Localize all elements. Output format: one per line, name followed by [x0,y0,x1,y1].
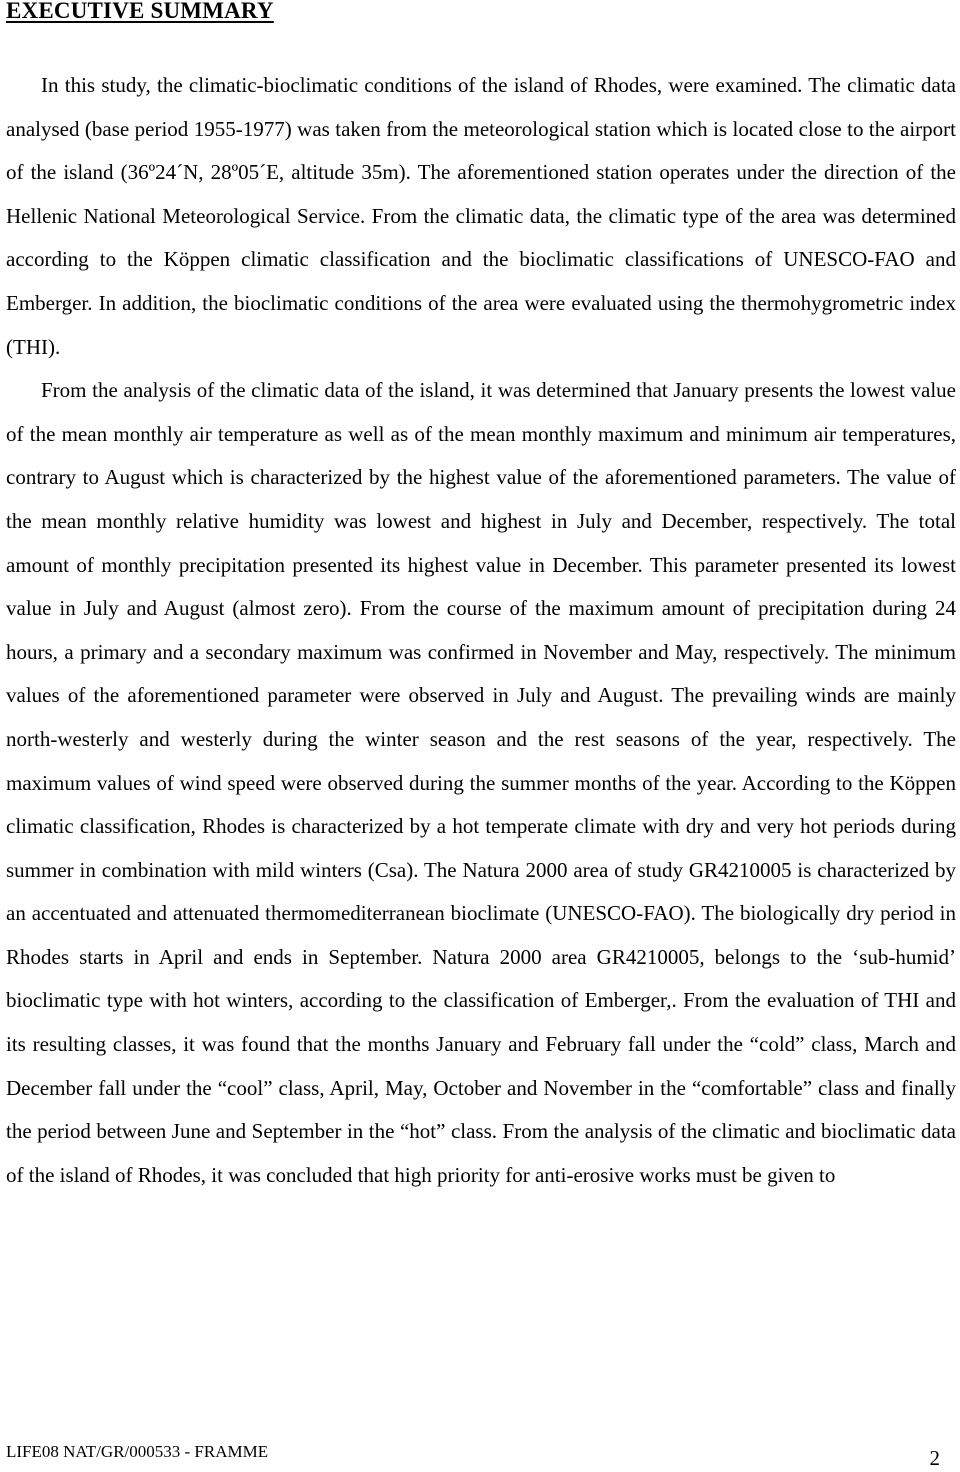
footer-project-code: LIFE08 NAT/GR/000533 - FRAMME [6,1442,269,1461]
paragraph-analysis: From the analysis of the climatic data of the island, it was determined that January presents the lowest value of the mean monthly air temperature as well as of the mean monthly maximum and minimum air temperatures, contrary to August which is characterized by the highest value of the aforementioned parameters. The value of the mean monthly relative humidity was lowest and highest in July and December, respectively. The total amount of monthly precipitation presented its highest value in December. This parameter presented its lowest value in July and August (almost zero). From the course of the maximum amount of precipitation during 24 hours, a primary and a secondary maximum was confirmed in November and May, respectively. The minimum values of the aforementioned parameter were observed in July and August. The prevailing winds are mainly north-westerly and westerly during the winter season and the rest seasons of the year, respectively. The maximum values of wind speed were observed during the summer months of the year. According to the Köppen climatic classification, Rhodes is characterized by a hot temperate climate with dry and very hot periods during summer in combination with mild winters (Csa). The Natura 2000 area of study GR4210005 is characterized by an accentuated and attenuated thermomediterranean bioclimate (UNESCO-FAO). The biologically dry period in Rhodes starts in April and ends in September. Natura 2000 area GR4210005, belongs to the ‘sub-humid’ bioclimatic type with hot winters, according to the classification of Emberger,. From the evaluation of THI and its resulting classes, it was found that the months January and February fall under the “cold” class, March and December fall under the “cool” class, April, May, October and November in the “comfortable” class and finally the period between June and September in the “hot” class. From the analysis of the climatic and bioclimatic data of the island of Rhodes, it was concluded that high priority for anti-erosive works must be given to [6,378,956,1187]
section-heading: EXECUTIVE SUMMARY [6,0,274,23]
page-number: 2 [929,1446,940,1470]
body-text [6,64,956,1197]
paragraph-intro: In this study, the climatic-bioclimatic conditions of the island of Rhodes, were examined. The climatic data analysed (base period 1955-1977) was taken from the meteorological station which is located close to the airport of the island (36º24´N, 28º05´E, altitude 35m). The aforementioned station operates under the direction of the Hellenic National Meteorological Service. From the climatic data, the climatic type of the area was determined according to the Köppen climatic classification and the bioclimatic classifications of UNESCO-FAO and Emberger. In addition, the bioclimatic conditions of the area were evaluated using the thermohygrometric index (THI). [6,73,956,359]
